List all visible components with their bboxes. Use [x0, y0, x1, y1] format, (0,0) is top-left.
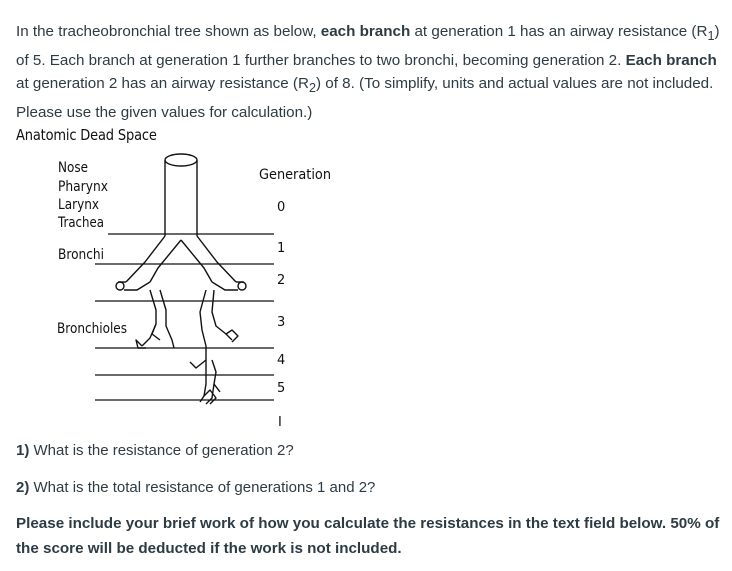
- emphasis-each-branch-1: each branch: [320, 23, 411, 40]
- label-nose: Nose: [58, 160, 89, 176]
- label-bronchi: Bronchi: [58, 247, 104, 263]
- generation-5: 5: [277, 381, 286, 396]
- generation-3: 3: [277, 315, 286, 330]
- label-bronchioles: Bronchioles: [57, 321, 127, 337]
- instruction-note: Please include your brief work of how you calculate the resistances in the text field below. 50% of the score will be deducted if the work is not included.: [16, 515, 720, 557]
- emphasis-each-branch-2: Each branch: [625, 51, 717, 69]
- diagram-title: Anatomic Dead Space: [16, 126, 157, 144]
- tracheobronchial-tree-diagram: [0, 145, 732, 435]
- question-1: 1) What is the resistance of generation 2?: [16, 442, 294, 459]
- generation-1: 1: [277, 241, 286, 256]
- generation-0: 0: [277, 200, 286, 215]
- label-generation: Generation: [259, 167, 331, 183]
- generation-4: 4: [277, 353, 286, 368]
- label-pharynx: Pharynx: [58, 179, 109, 195]
- generation-end-marker: I: [278, 415, 282, 430]
- generation-2: 2: [277, 273, 286, 288]
- question-2: 2) What is the total resistance of generations 1 and 2?: [16, 479, 376, 496]
- problem-intro: In the tracheobronchial tree shown as below, each branch at generation 1 has an airway resistance $(R_1)$ of 5. Each branch at generation 1 further branches to two bronchi, becoming generation 2. Each branch at generation 2 has an airway resistance $(R_2)$ of 8. (To simplify, units and actual values are not included. Please use the given values for calculation.): [16, 23, 720, 121]
- label-larynx: Larynx: [58, 197, 100, 213]
- label-trachea: Trachea: [57, 215, 104, 231]
